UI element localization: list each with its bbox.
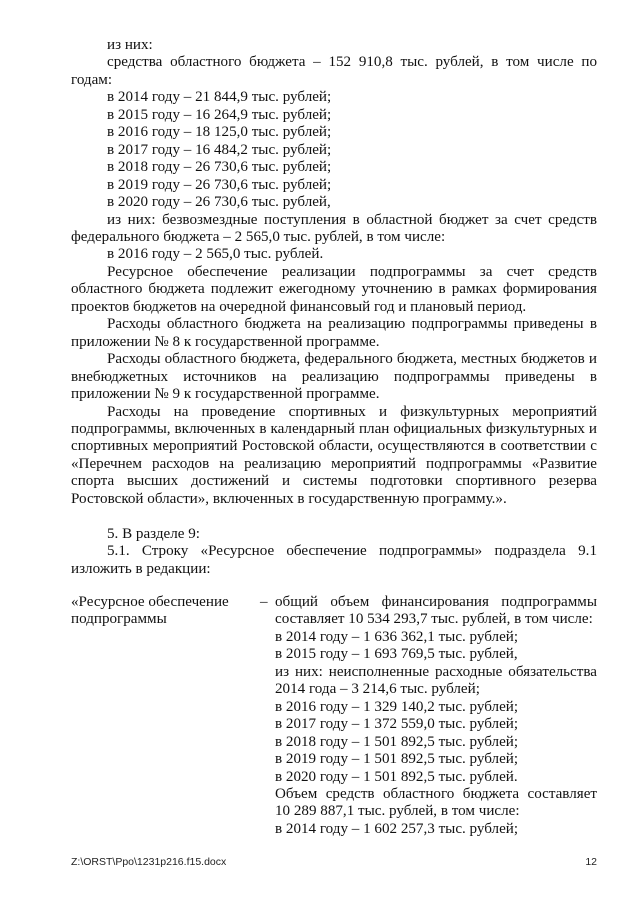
- resource-label: «Ресурсное обеспечение подпрограммы: [71, 594, 229, 628]
- spacer: [71, 578, 597, 594]
- paragraph: в 2016 году – 2 565,0 тыс. рублей.: [107, 246, 324, 263]
- paragraph: Расходы областного бюджета, федерального бюджета, местных бюджетов и внебюджетных источников на реализацию подпрограммы приведены в приложении № 9 к государственной программе.: [71, 351, 597, 403]
- spacer: [71, 508, 597, 525]
- resource-line: в 2014 году – 1 602 257,3 тыс. рублей;: [275, 820, 519, 837]
- resource-line: Объем средств областного бюджета составляет 10 289 887,1 тыс. рублей, в том числе:: [275, 786, 597, 820]
- document-body: [71, 37, 597, 838]
- page-number: 12: [585, 856, 597, 868]
- paragraph: в 2020 году – 26 730,6 тыс. рублей,: [107, 194, 331, 211]
- resource-line: в 2018 году – 1 501 892,5 тыс. рублей;: [275, 733, 519, 750]
- paragraph: в 2014 году – 21 844,9 тыс. рублей;: [107, 89, 332, 106]
- dash-separator: –: [260, 594, 268, 611]
- file-path: Z:\ORST\Ppo\1231p216.f15.docx: [71, 856, 227, 868]
- resource-line: из них: неисполненные расходные обязательства 2014 года – 3 214,6 тыс. рублей;: [275, 663, 597, 698]
- paragraph: из них:: [107, 37, 153, 53]
- paragraph: в 2016 году – 18 125,0 тыс. рублей;: [107, 124, 332, 141]
- paragraph: Расходы областного бюджета на реализацию подпрограммы приведены в приложении № 8 к государственной программе.: [71, 316, 597, 350]
- resource-values: [275, 594, 597, 838]
- paragraph: в 2015 году – 16 264,9 тыс. рублей;: [107, 106, 332, 123]
- resource-line: в 2015 году – 1 693 769,5 тыс. рублей,: [275, 646, 518, 663]
- paragraph: Расходы на проведение спортивных и физкультурных мероприятий подпрограммы, включенных в календарный план официальных физкультурных и спортивных мероприятий Ростовской области, осуществляются в соответствии с «Перечнем расходов на реализацию мероприятий подпрограммы «Развитие спорта высших достижений и системы подготовки спортивного резерва Ростовской области», включенных в государственную программу.».: [71, 403, 597, 507]
- paragraph: в 2017 году – 16 484,2 тыс. рублей;: [107, 141, 332, 158]
- resource-line: общий объем финансирования подпрограммы составляет 10 534 293,7 тыс. рублей, в том числе:: [275, 594, 597, 628]
- paragraph: в 2018 году – 26 730,6 тыс. рублей;: [107, 159, 332, 176]
- resource-line: в 2019 году – 1 501 892,5 тыс. рублей;: [275, 751, 519, 768]
- section-heading: 5. В разделе 9:: [107, 525, 200, 542]
- paragraph: из них: безвозмездные поступления в областной бюджет за счет средств федерального бюджета – 2 565,0 тыс. рублей, в том числе:: [71, 211, 597, 245]
- resource-line: в 2016 году – 1 329 140,2 тыс. рублей;: [275, 698, 519, 715]
- section-item: 5.1. Строку «Ресурсное обеспечение подпрограммы» подраздела 9.1 изложить в редакции:: [71, 543, 597, 577]
- paragraph: средства областного бюджета – 152 910,8 тыс. рублей, в том числе по годам:: [71, 54, 597, 88]
- resource-line: в 2014 году – 1 636 362,1 тыс. рублей;: [275, 628, 519, 645]
- paragraph: в 2019 году – 26 730,6 тыс. рублей;: [107, 176, 332, 193]
- paragraph: Ресурсное обеспечение реализации подпрограммы за счет средств областного бюджета подлежит ежегодному уточнению в рамках формирования проектов бюджетов на очередной финансовый год и плановый период.: [71, 263, 597, 315]
- resource-table-row: [71, 594, 597, 838]
- resource-line: в 2020 году – 1 501 892,5 тыс. рублей.: [275, 768, 518, 785]
- resource-line: в 2017 году – 1 372 559,0 тыс. рублей;: [275, 716, 519, 733]
